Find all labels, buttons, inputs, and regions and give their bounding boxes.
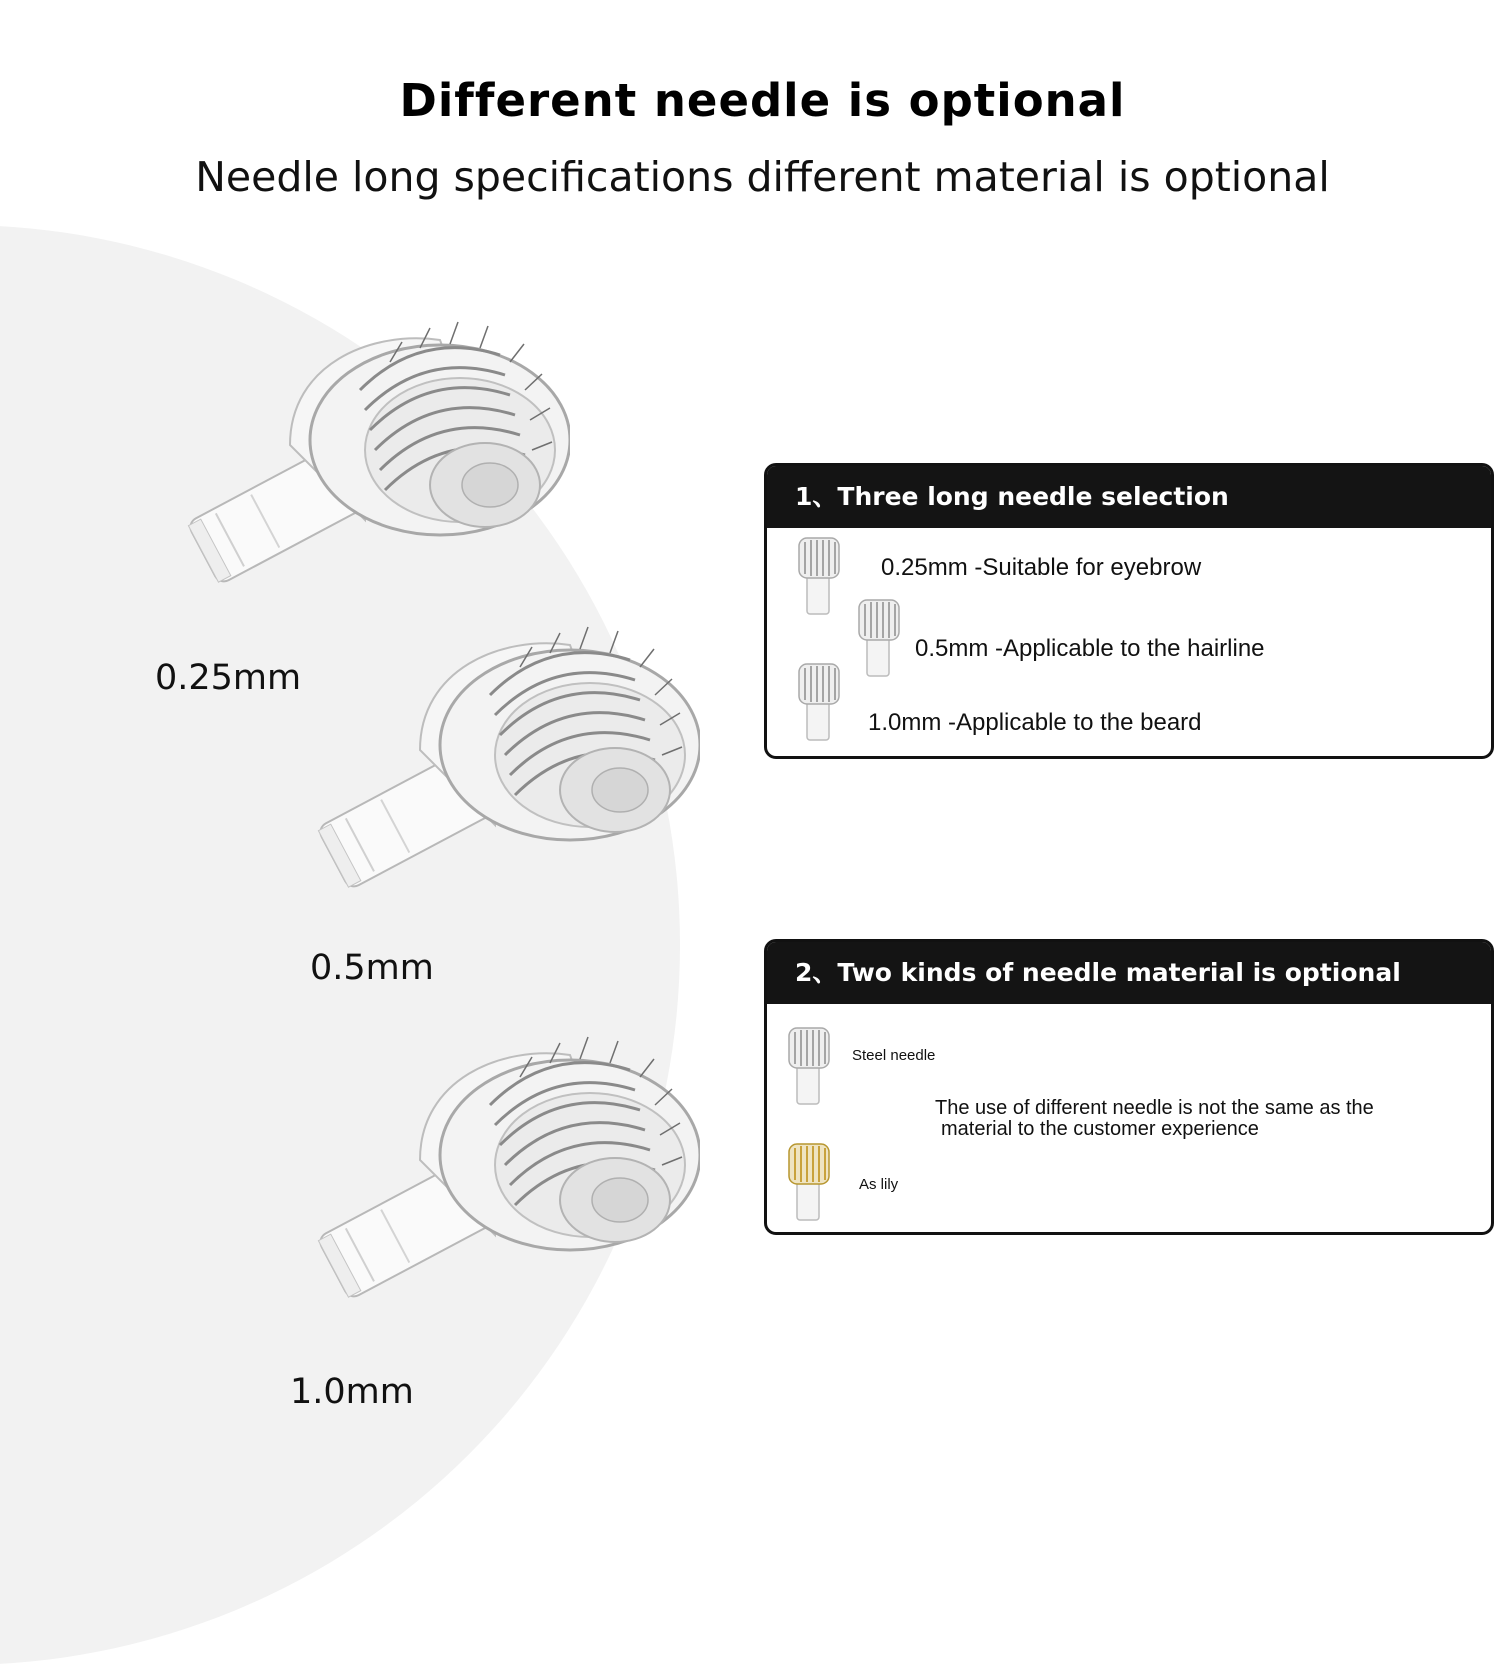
gold-needle-icon	[785, 1132, 833, 1232]
option-0-5mm: 0.5mm -Applicable to the hairline	[915, 635, 1265, 662]
page-subtitle: Needle long specifications different material is optional	[195, 153, 1330, 201]
note-line-2: material to the customer experience	[941, 1118, 1259, 1140]
needle-material-card	[764, 939, 1494, 1235]
mini-roller-icon	[855, 596, 903, 680]
card-title: 2、Two kinds of needle material is optional	[767, 942, 1491, 1004]
material-steel-label: Steel needle	[852, 1047, 936, 1064]
option-1-0mm: 1.0mm -Applicable to the beard	[868, 709, 1202, 736]
note-line-1: The use of different needle is not the same as the	[935, 1097, 1374, 1119]
card-title: 1、Three long needle selection	[767, 466, 1491, 528]
page-title: Different needle is optional	[399, 74, 1126, 127]
material-note	[935, 1098, 1475, 1140]
needle-roller-head-icon	[270, 575, 700, 975]
needle-length-card	[764, 463, 1494, 759]
steel-needle-icon	[785, 1016, 833, 1116]
needle-roller-head-icon	[270, 985, 700, 1385]
size-label-0-25mm: 0.25mm	[155, 658, 302, 698]
option-0-25mm: 0.25mm -Suitable for eyebrow	[881, 554, 1202, 581]
size-label-0-5mm: 0.5mm	[310, 948, 434, 988]
material-gold-label: As lily	[859, 1176, 899, 1193]
mini-roller-icon	[795, 660, 843, 744]
mini-roller-icon	[795, 534, 843, 618]
size-label-1-0mm: 1.0mm	[290, 1372, 414, 1412]
